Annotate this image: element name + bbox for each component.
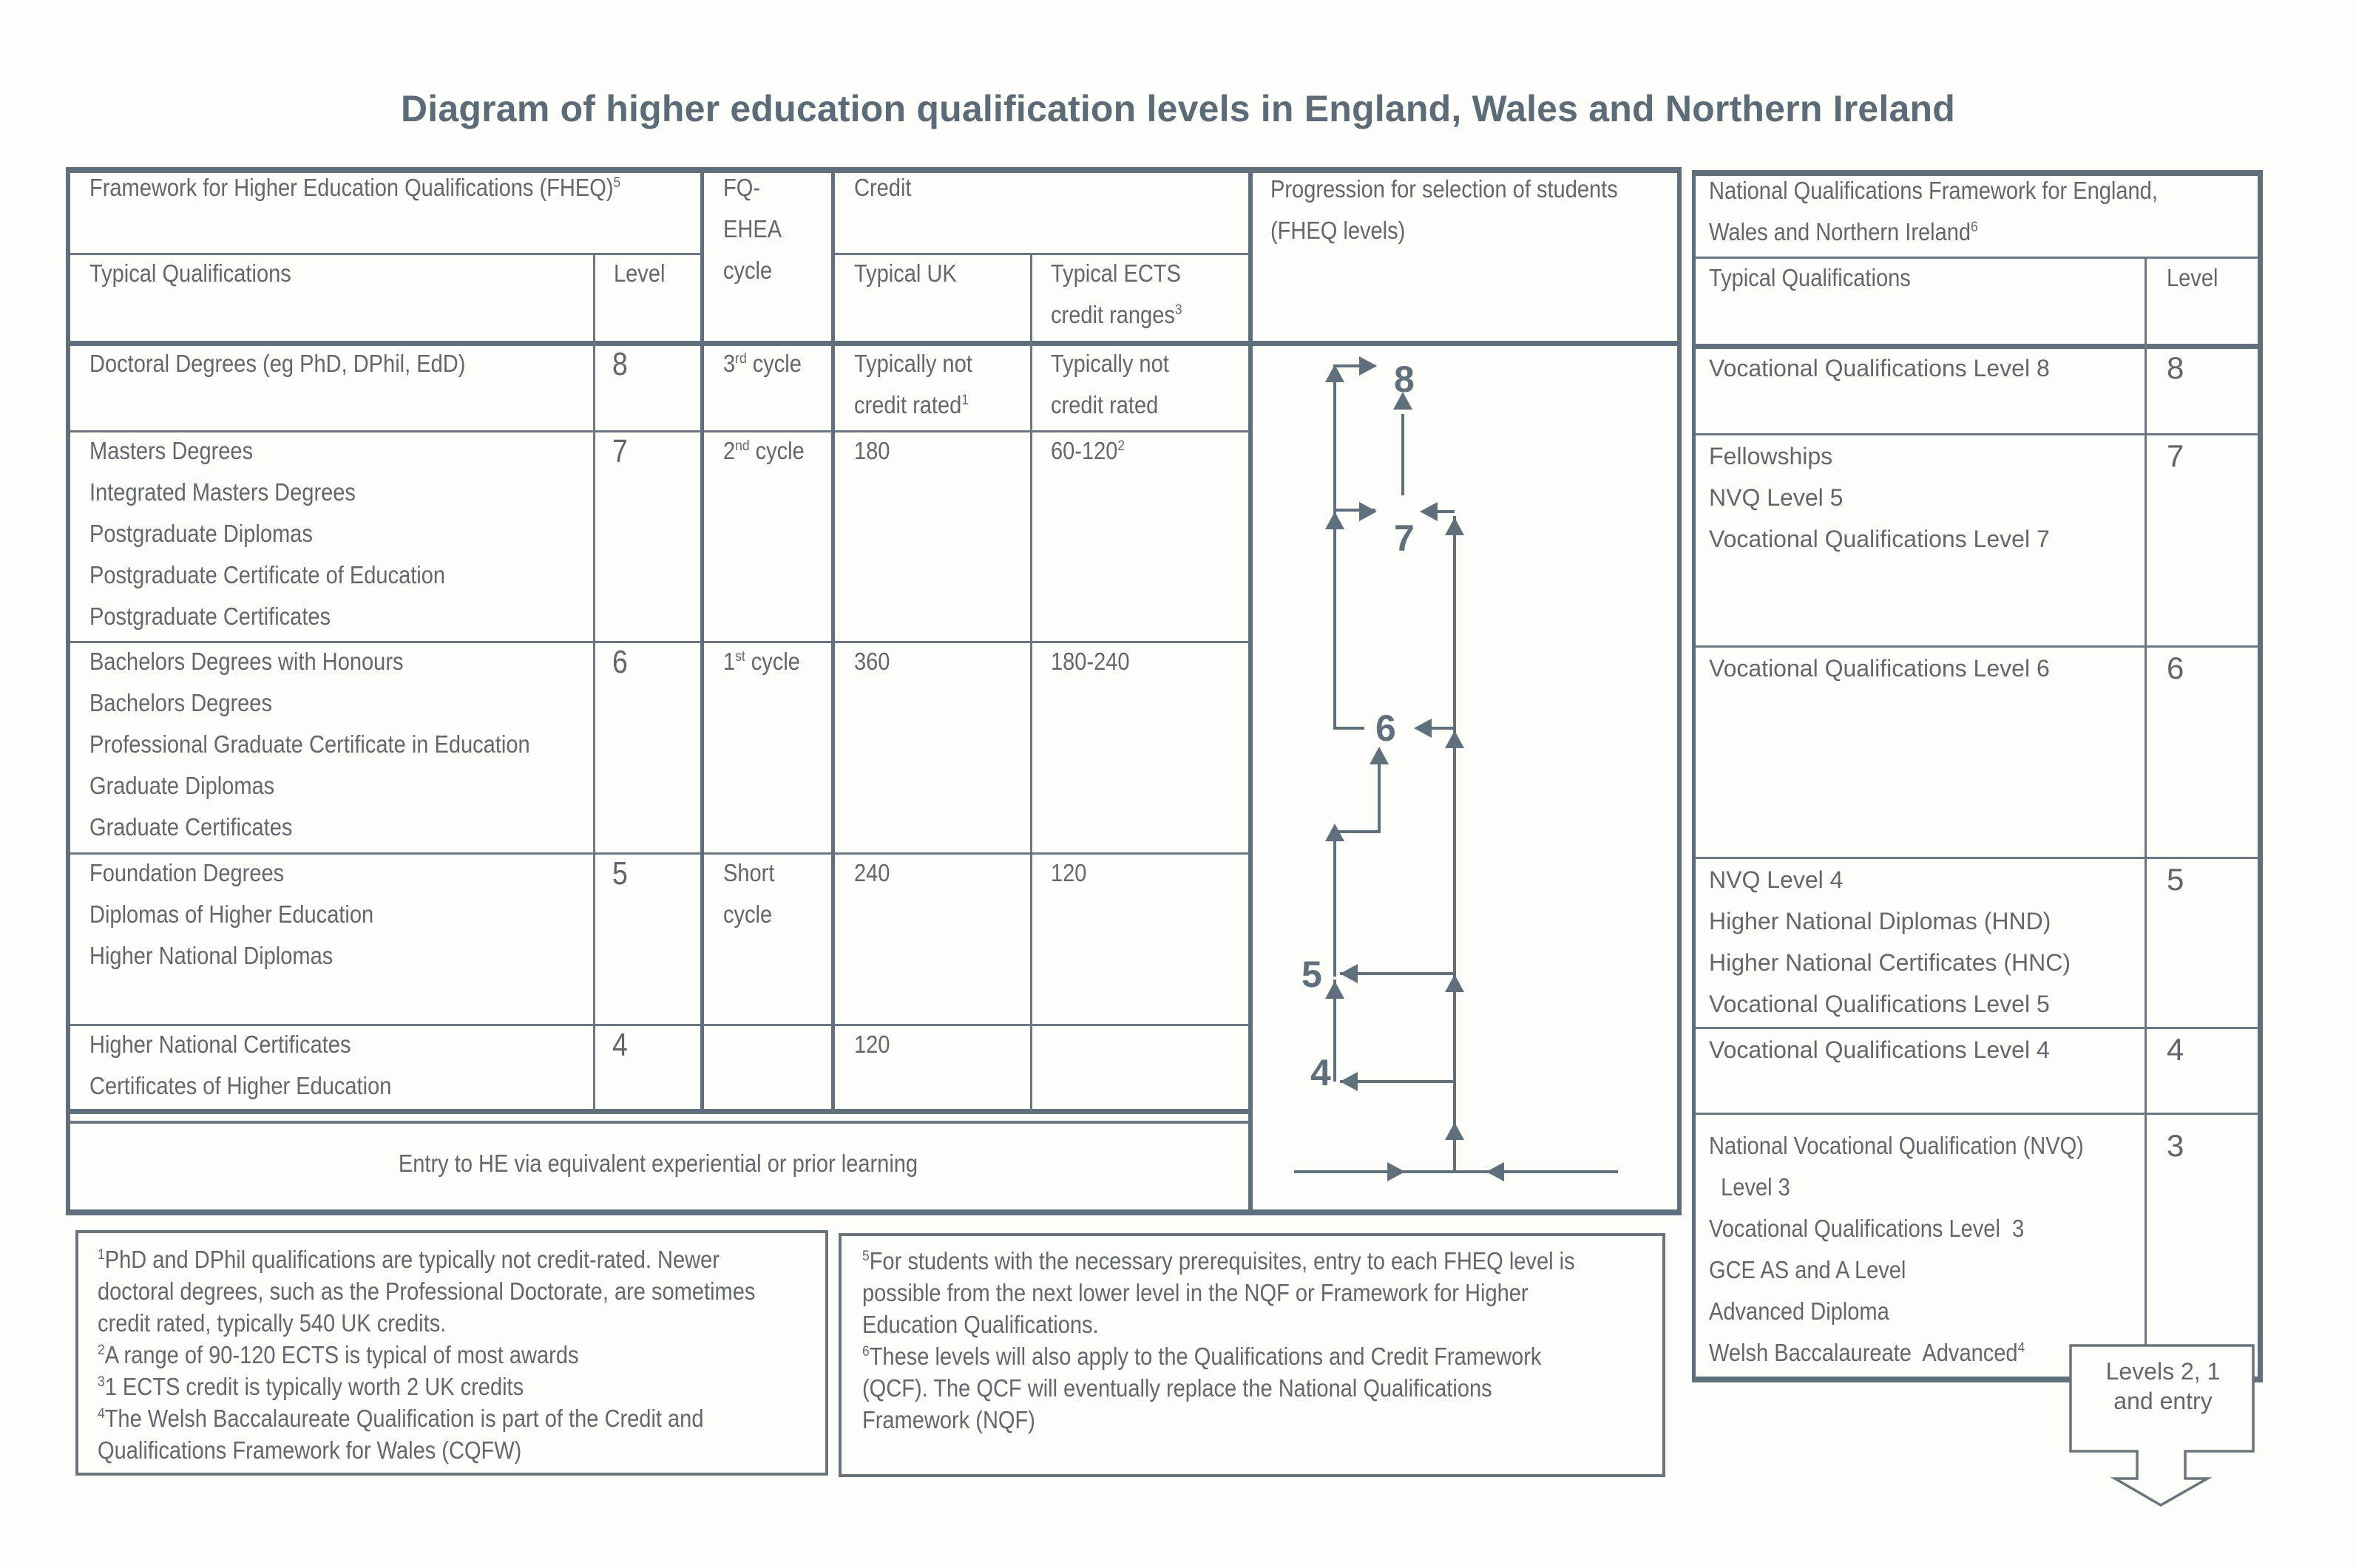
typical-uk-credit: 180 (854, 437, 890, 464)
arrowhead-icon (1445, 1122, 1464, 1140)
footnote: $^1$PhD and DPhil qualifications are typically not credit-rated. Newer doctoral degrees, such as the Professional Doctorate, are sometimes credit rated, typically 540 UK credits. (98, 1246, 756, 1337)
nqf-qualification: Vocational Qualifications Level 5 (1709, 991, 2050, 1017)
fheq-qualification: Postgraduate Certificate of Education (89, 561, 446, 588)
col-header-ects-2: credit ranges$^3$ (1051, 301, 1182, 328)
fq-ehea-cycle: Short (723, 859, 775, 886)
col-header-fq-ehea-2: EHEA (723, 215, 782, 242)
nqf-qualification: Vocational Qualifications Level 6 (1709, 655, 2050, 682)
typical-uk-credit: credit rated$^1$ (854, 391, 969, 418)
nqf-qualification: Vocational Qualifications Level 8 (1709, 355, 2050, 381)
col-header-fq-ehea-1: FQ- (723, 174, 761, 201)
progression-header-1: Progression for selection of students (1270, 175, 1618, 203)
nqf-qualification: Vocational Qualifications Level 3 (1709, 1215, 2025, 1242)
nqf-qualification: Vocational Qualifications Level 4 (1709, 1036, 2050, 1063)
typical-ects-credit: 180-240 (1051, 648, 1130, 675)
fheq-qualification: Bachelors Degrees (89, 689, 272, 716)
footnote: $^3$1 ECTS credit is typically worth 2 UK credits (98, 1373, 524, 1400)
col-header-qualifications: Typical Qualifications (89, 259, 291, 287)
typical-uk-credit: 240 (854, 859, 890, 886)
footnotes-right (862, 1245, 1672, 1436)
nqf-qualification: NVQ Level 4 (1709, 866, 1844, 893)
arrowhead-icon (1445, 730, 1464, 748)
nqf-level: 4 (2167, 1032, 2184, 1067)
fheq-qualification: Masters Degrees (89, 437, 254, 464)
lower-levels-label (2071, 1357, 2255, 1416)
col-header-ects-1: Typical ECTS (1051, 259, 1181, 287)
fheq-qualification: Professional Graduate Certificate in Education (89, 730, 530, 758)
nqf-level: 5 (2167, 862, 2184, 897)
fheq-qualification: Diplomas of Higher Education (89, 900, 374, 928)
lower-levels-line-2: and entry (2113, 1388, 2213, 1414)
nqf-qualification: National Vocational Qualification (NVQ) (1709, 1132, 2084, 1159)
lower-levels-line-1: Levels 2, 1 (2105, 1358, 2221, 1385)
nqf-col-divider-level (2145, 257, 2147, 1345)
fheq-level: 7 (612, 433, 628, 469)
fq-ehea-cycle: 1st cycle (723, 648, 800, 675)
nqf-border-right (2258, 170, 2263, 1382)
fheq-qualification: Higher National Diplomas (89, 942, 334, 969)
typical-ects-credit: Typically not (1051, 350, 1169, 377)
footnote: $^5$For students with the necessary prerequisites, entry to each FHEQ level is possible from the next lower level in the NQF or Framework for Higher Education Qualifications. (862, 1247, 1575, 1338)
footnote: $^4$The Welsh Baccalaureate Qualification is part of the Credit and Qualifications Framework for Wales (CQFW) (98, 1405, 704, 1464)
footnotes-left (98, 1243, 845, 1466)
nqf-row-divider (1696, 1113, 2259, 1115)
col-header-credit: Credit (854, 174, 912, 201)
arrowhead-icon (1414, 719, 1432, 738)
fheq-qualification: Graduate Certificates (89, 813, 293, 841)
nqf-qualification: Welsh Baccalaureate Advanced$^4$ (1709, 1339, 2025, 1366)
typical-ects-credit: 120 (1051, 859, 1087, 886)
progression-level-label: 5 (1301, 954, 1322, 995)
fheq-qualification: Integrated Masters Degrees (89, 478, 356, 506)
fq-ehea-cycle: 2nd cycle (723, 437, 805, 464)
nqf-col-header-level: Level (2167, 264, 2218, 291)
col-header-fq-ehea-3: cycle (723, 257, 773, 284)
nqf-qualification: Advanced Diploma (1709, 1297, 1889, 1325)
nqf-qualification: Vocational Qualifications Level 7 (1709, 526, 2050, 552)
typical-uk-credit: Typically not (854, 350, 972, 377)
arrowhead-icon (1445, 974, 1464, 992)
fheq-level: 8 (612, 346, 628, 382)
arrowhead-icon (1420, 502, 1438, 521)
progression-level-label: 8 (1394, 359, 1415, 400)
progression-header-2: (FHEQ levels) (1270, 217, 1406, 244)
nqf-header-1: National Qualifications Framework for England, (1709, 177, 2158, 204)
fheq-qualification: Graduate Diplomas (89, 772, 275, 799)
nqf-qualification: GCE AS and A Level (1709, 1256, 1906, 1283)
arrowhead-icon (1370, 747, 1389, 764)
arrowhead-icon (1340, 1072, 1358, 1091)
fheq-level: 5 (612, 855, 628, 892)
arrowhead-icon (1325, 512, 1344, 529)
fheq-qualification: Foundation Degrees (89, 859, 285, 886)
progression-level-label: 6 (1375, 707, 1396, 749)
typical-ects-credit: credit rated (1051, 391, 1159, 418)
progression-level-label: 4 (1310, 1052, 1331, 1093)
fheq-qualification: Postgraduate Certificates (89, 603, 331, 630)
nqf-level: 6 (2167, 651, 2184, 685)
nqf-qualification: Fellowships (1709, 443, 1833, 469)
nqf-qualification: Level 3 (1709, 1173, 1790, 1201)
footnote: $^2$A range of 90-120 ECTS is typical of most awards (98, 1341, 579, 1368)
arrowhead-icon (1486, 1162, 1504, 1181)
nqf-border-left (1692, 170, 1696, 1379)
entry-text: Entry to HE via equivalent experiential or prior learning (398, 1150, 918, 1177)
progression-line (1335, 366, 1375, 728)
fheq-qualification: Bachelors Degrees with Honours (89, 648, 404, 675)
nqf-level: 7 (2167, 438, 2184, 473)
typical-ects-credit: $60-120^2$ (1051, 437, 1125, 464)
col-header-level: Level (614, 259, 666, 287)
arrowhead-icon (1445, 517, 1464, 535)
nqf-level: 8 (2167, 350, 2184, 385)
typical-uk-credit: 120 (854, 1031, 890, 1058)
arrowhead-icon (1387, 1162, 1405, 1181)
fheq-qualification: Doctoral Degrees (eg PhD, DPhil, EdD) (89, 350, 466, 377)
page-title: Diagram of higher education qualification levels in England, Wales and Northern Ireland (401, 88, 1955, 129)
nqf-qualification: Higher National Diplomas (HND) (1709, 908, 2051, 934)
arrowhead-icon (1325, 981, 1344, 999)
fheq-qualification: Higher National Certificates (89, 1031, 351, 1058)
nqf-level: 3 (2167, 1128, 2184, 1163)
nqf-col-header-qualifications: Typical Qualifications (1709, 264, 1911, 291)
fheq-qualification: Certificates of Higher Education (89, 1072, 392, 1099)
arrowhead-icon (1359, 502, 1377, 521)
nqf-qualification: NVQ Level 5 (1709, 484, 1844, 511)
fheq-level: 6 (612, 644, 628, 680)
fheq-qualification: Postgraduate Diplomas (89, 520, 313, 547)
progression-level-label: 7 (1394, 517, 1415, 559)
progression-line (1335, 750, 1379, 977)
nqf-header-2: Wales and Northern Ireland$^6$ (1709, 218, 1978, 245)
fq-ehea-cycle: cycle (723, 900, 773, 928)
fheq-header: Framework for Higher Education Qualifications (FHEQ)$^5$ (89, 174, 621, 201)
arrowhead-icon (1359, 356, 1377, 376)
arrowhead-icon (1340, 964, 1358, 983)
col-header-typical-uk: Typical UK (854, 259, 957, 287)
typical-uk-credit: 360 (854, 648, 890, 675)
nqf-qualification: Higher National Certificates (HNC) (1709, 949, 2071, 976)
fheq-level: 4 (612, 1027, 628, 1063)
fq-ehea-cycle: 3rd cycle (723, 350, 802, 377)
footnote: $^6$These levels will also apply to the Qualifications and Credit Framework (QCF). The QCF will eventually replace the National Qualifications Framework (NQF) (862, 1343, 1542, 1433)
